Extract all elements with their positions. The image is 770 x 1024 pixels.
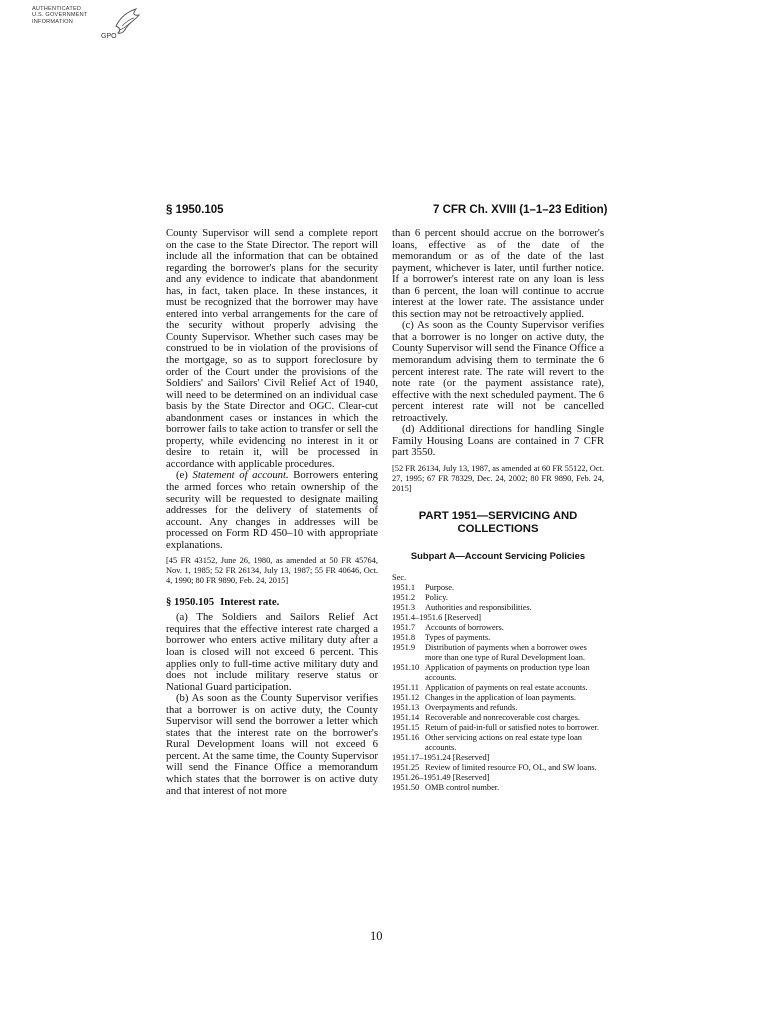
toc-item <box>392 773 604 783</box>
toc-section-title: Changes in the application of loan payments. <box>425 692 576 702</box>
toc-section-number: 1951.9 <box>392 642 416 652</box>
toc-section-number: 1951.50 <box>392 782 420 792</box>
toc-item <box>392 713 604 723</box>
paragraph: (a) The Soldiers and Sailors Relief Act requires that the effective interest rate charged a borrower who enters active military duty after a loan is closed will not exceed 6 percent. This applies only to full-time active military duty and does not include military reserve status or National Guard participation. <box>166 611 378 693</box>
toc-item <box>392 763 604 773</box>
citation: [52 FR 26134, July 13, 1987, as amended at 60 FR 55122, Oct. 27, 1995; 67 FR 78329, Dec. 24, 2002; 80 FR 9890, Feb. 24, 2015] <box>392 463 604 493</box>
toc-section-title: Accounts of borrowers. <box>425 622 504 632</box>
toc-section-title: [Reserved] <box>444 612 482 622</box>
citation: [45 FR 43152, June 26, 1980, as amended at 50 FR 45764, Nov. 1, 1985; 52 FR 26134, July 13, 1987; 55 FR 40646, Oct. 4, 1990; 80 FR 9890, Feb. 24, 2015] <box>166 556 378 586</box>
toc-section-number: 1951.17–1951.24 <box>392 752 451 762</box>
toc-section-number: 1951.10 <box>392 662 420 672</box>
seal-gpo-label: GPO <box>101 33 117 40</box>
toc-section-title: Types of payments. <box>425 632 491 642</box>
toc-section-number: 1951.13 <box>392 702 420 712</box>
section-number: § 1950.105 <box>166 596 215 609</box>
toc-item <box>392 733 604 753</box>
running-header-edition: 7 CFR Ch. XVIII (1–1–23 Edition) <box>433 204 608 216</box>
part-heading <box>392 510 604 536</box>
toc-section-title: Distribution of payments when a borrower owes more than one type of Rural Development loan. <box>425 642 587 662</box>
part-heading-line: PART 1951—SERVICING AND <box>418 509 578 522</box>
toc-item <box>392 593 604 603</box>
toc-section-number: 1951.15 <box>392 722 420 732</box>
toc-item <box>392 753 604 763</box>
toc-section-number: 1951.14 <box>392 712 420 722</box>
running-header-section: § 1950.105 <box>166 204 224 216</box>
paragraph-heading: Statement of account. <box>192 469 289 482</box>
toc-item <box>392 663 604 683</box>
toc-item <box>392 603 604 613</box>
toc-section-title: Overpayments and refunds. <box>425 702 518 712</box>
toc-item <box>392 693 604 703</box>
toc-section-title: Application of payments on real estate accounts. <box>425 682 588 692</box>
toc-section-number: 1951.3 <box>392 602 416 612</box>
table-of-contents <box>392 583 604 793</box>
paragraph: (c) As soon as the County Supervisor verifies that a borrower is no longer on active duty, the County Supervisor will send the Finance Office a memorandum advising them to terminate the 6 percent interest rate. The rate will revert to the note rate (or the payment assistance rate), effective with the next scheduled payment. The 6 percent interest rate will not be cancelled retroactively. <box>392 319 604 424</box>
toc-section-number: 1951.4–1951.6 <box>392 612 443 622</box>
right-column <box>392 228 604 793</box>
toc-item <box>392 643 604 663</box>
toc-item <box>392 623 604 633</box>
toc-section-title: Policy. <box>425 592 448 602</box>
toc-item <box>392 633 604 643</box>
seal-line: AUTHENTICATED <box>32 6 82 12</box>
seal-line: INFORMATION <box>32 18 73 25</box>
toc-item <box>392 723 604 733</box>
toc-section-number: 1951.2 <box>392 592 416 602</box>
paragraph: (b) As soon as the County Supervisor verifies that a borrower is on active duty, the County Supervisor will send the borrower a letter which states that the interest rate on the borrower's Rural Development loans will not exceed 6 percent. At the same time, the County Supervisor will send the Finance Office a memorandum which states that the borrower is on active duty and that interest of not more <box>166 692 378 797</box>
toc-section-title: Other servicing actions on real estate type loan accounts. <box>425 732 582 752</box>
toc-item <box>392 783 604 793</box>
toc-section-title: Authorities and responsibilities. <box>425 602 532 612</box>
seal-line: U.S. GOVERNMENT <box>32 12 88 19</box>
toc-item <box>392 583 604 593</box>
paragraph: (d) Additional directions for handling Single Family Housing Loans are contained in 7 CFR part 3550. <box>392 423 604 459</box>
eagle-icon <box>112 6 142 40</box>
paragraph-statement-of-account <box>166 470 378 551</box>
toc-section-number: 1951.12 <box>392 692 420 702</box>
toc-section-number: 1951.8 <box>392 632 416 642</box>
section-heading <box>166 596 378 608</box>
toc-item <box>392 703 604 713</box>
toc-section-title: OMB control number. <box>425 782 500 792</box>
toc-section-number: 1951.16 <box>392 732 420 742</box>
page-number: 10 <box>370 929 383 943</box>
toc-label: Sec. <box>392 572 407 582</box>
left-column <box>166 228 378 797</box>
toc-section-title: [Reserved] <box>452 752 490 762</box>
toc-section-title: Review of limited resource FO, OL, and SW loans. <box>425 762 597 772</box>
section-title: Interest rate. <box>220 596 280 609</box>
paragraph: County Supervisor will send a complete report on the case to the State Director. The report will include all the information that can be obtained regarding the borrower's plans for the security and any evidence to indicate that abandonment has, in fact, taken place. In these instances, it must be recognized that the borrower may have entered into verbal arrangements for the care of the security without properly advising the County Supervisor. Whether such cases may be construed to be in violation of the provisions of the mortgage, so as to support foreclosure by order of the Court under the provisions of the Soldiers' and Sailors' Civil Relief Act of 1940, will need to be determined on an individual case basis by the State Director and OGC. Clear-cut abandonment cases or instances in which the borrower fails to take action to transfer or sell the property, while evidencing no interest in it or desire to retain it, will be processed in accordance with applicable procedures. <box>166 227 378 470</box>
toc-section-number: 1951.26–1951.49 <box>392 772 451 782</box>
toc-section-title: Application of payments on production type loan accounts. <box>425 662 590 682</box>
toc-item <box>392 613 604 623</box>
part-heading-line: COLLECTIONS <box>457 522 539 535</box>
seal-text <box>32 6 88 25</box>
toc-section-number: 1951.7 <box>392 622 416 632</box>
toc-section-number: 1951.11 <box>392 682 419 692</box>
gpo-authentication-seal <box>32 6 142 50</box>
toc-section-title: Recoverable and nonrecoverable cost charges. <box>425 712 580 722</box>
toc-section-number: 1951.1 <box>392 582 416 592</box>
paragraph-text: Borrowers entering the armed forces who retain ownership of the security will be requested to designate mailing addresses for the delivery of statements of account. Any changes in addresses will be processed on Form RD 450–10 with appropriate explanations. <box>166 469 378 551</box>
toc-section-title: [Reserved] <box>452 772 490 782</box>
paragraph-label: (e) <box>176 469 188 482</box>
toc-item <box>392 683 604 693</box>
toc-section-title: Return of paid-in-full or satisfied notes to borrower. <box>425 722 599 732</box>
paragraph: than 6 percent should accrue on the borrower's loans, effective as of the date of the memorandum or as of the date of the last payment, whichever is later, until further notice. If a borrower's interest rate on any loan is less than 6 percent, the loan will continue to accrue interest at the lower rate. The assistance under this section may not be retroactively applied. <box>392 227 604 320</box>
subpart-heading: Subpart A—Account Servicing Policies <box>410 549 586 561</box>
toc-section-title: Purpose. <box>425 582 455 592</box>
toc-section-number: 1951.25 <box>392 762 420 772</box>
